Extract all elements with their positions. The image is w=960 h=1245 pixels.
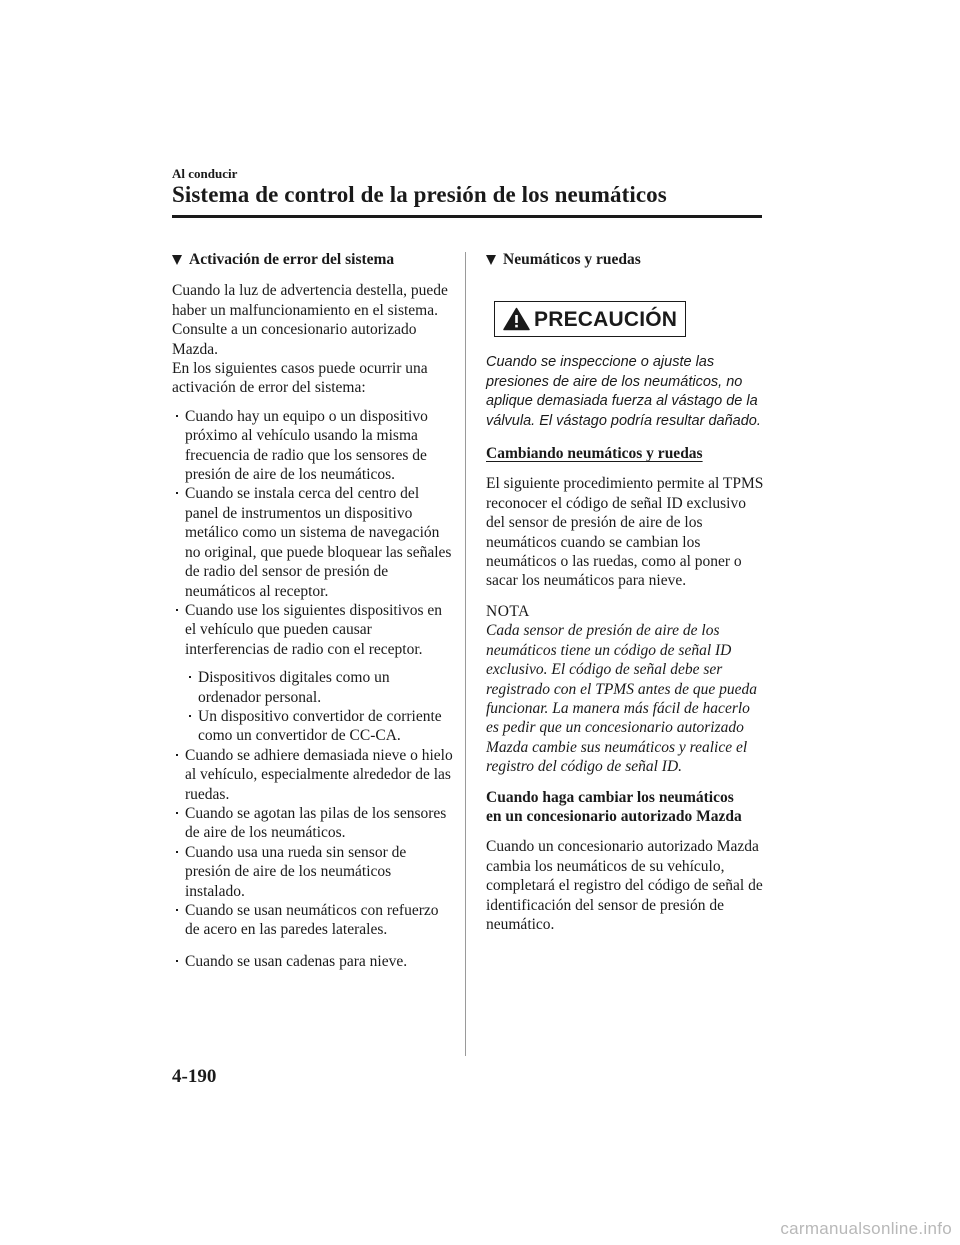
list-item: Cuando se adhiere demasiada nieve o hielo al vehículo, especialmente alrededor de las ruedas. [174,746,454,804]
list-item: Cuando use los siguientes dispositivos en el vehículo que pueden causar interferencias de radio con el receptor. [174,601,454,659]
list-item: Cuando hay un equipo o un dispositivo próximo al vehículo usando la misma frecuencia de radio que los sensores de presión de aire de los neumáticos. [174,407,454,485]
list-item: Cuando se usan neumáticos con refuerzo de acero en las paredes laterales. [174,901,454,940]
caution-box [494,301,686,337]
list-item: Un dispositivo convertidor de corriente como un convertidor de CC-CA. [187,707,454,746]
heading-text: Neumáticos y ruedas [503,251,641,268]
page-number: 4-190 [172,1066,217,1087]
section-heading-system-error [172,250,454,269]
triangle-marker-icon [486,255,496,265]
subheading-line-2: en un concesionario autorizado Mazda [486,807,742,825]
intro-paragraph: Cuando la luz de advertencia destella, puede haber un malfuncionamiento en el sistema. Consulte a un concesionario autorizado Mazda. [172,282,448,358]
note-text: Cada sensor de presión de aire de los neumáticos tiene un código de señal ID exclusivo. El código de señal debe ser registrado con el TPMS antes de que pueda funcionar. La manera más fácil de hacerlo es pedir que un concesionario autorizado Mazda cambie sus neumáticos y realice el registro del código de señal ID. [486,622,758,776]
procedure-paragraph: El siguiente procedimiento permite al TPMS reconocer el código de señal ID exclusivo del sensor de presión de aire de los neumáticos cuando se cambian los neumáticos o las ruedas, como al poner o sacar los neumáticos para nieve. [486,475,764,590]
error-cases-list [174,407,454,659]
dealer-paragraph: Cuando un concesionario autorizado Mazda cambia los neumáticos de su vehículo, completará el registro del código de señal de identificación del sensor de presión de neumático. [486,838,763,933]
section-heading-tires-wheels [486,250,766,269]
subheading-changing-tires: Cambiando neumáticos y ruedas [486,445,703,463]
list-item: Cuando se usan cadenas para nieve. [174,952,454,971]
list-item: Dispositivos digitales como un ordenador personal. [187,668,454,707]
page-title: Sistema de control de la presión de los neumáticos [172,182,667,207]
left-column [172,250,454,971]
list-item: Cuando se agotan las pilas de los sensores de aire de los neumáticos. [174,804,454,843]
caution-label: PRECAUCIÓN [534,307,678,331]
list-item: Cuando se instala cerca del centro del panel de instrumentos un dispositivo metálico como un sistema de navegación no original, que puede bloquear las señales de radio del sensor de presión de neumáticos al receptor. [174,484,454,600]
column-divider [465,252,466,1056]
error-cases-list-continued [174,746,454,940]
right-column [486,250,766,934]
subheading-line-1: Cuando haga cambiar los neumáticos [486,788,734,806]
list-item: Cuando usa una rueda sin sensor de presión de aire de los neumáticos instalado. [174,843,454,901]
subheading-dealer-change [486,788,766,827]
caution-text: Cuando se inspeccione o ajuste las presiones de aire de los neumáticos, no aplique demasiada fuerza al vástago de la válvula. El vástago podría resultar dañado. [486,354,761,429]
intro-paragraph-2: En los siguientes casos puede ocurrir una activación de error del sistema: [172,360,428,397]
triangle-marker-icon [172,255,182,265]
watermark: carmanualsonline.info [780,1219,952,1238]
error-cases-list-last [174,952,454,971]
note-label: NOTA [486,602,530,620]
title-rule [172,215,762,218]
warning-triangle-icon [503,307,530,331]
device-sublist [187,668,454,746]
section-label: Al conducir [172,166,238,181]
heading-text: Activación de error del sistema [189,251,395,268]
